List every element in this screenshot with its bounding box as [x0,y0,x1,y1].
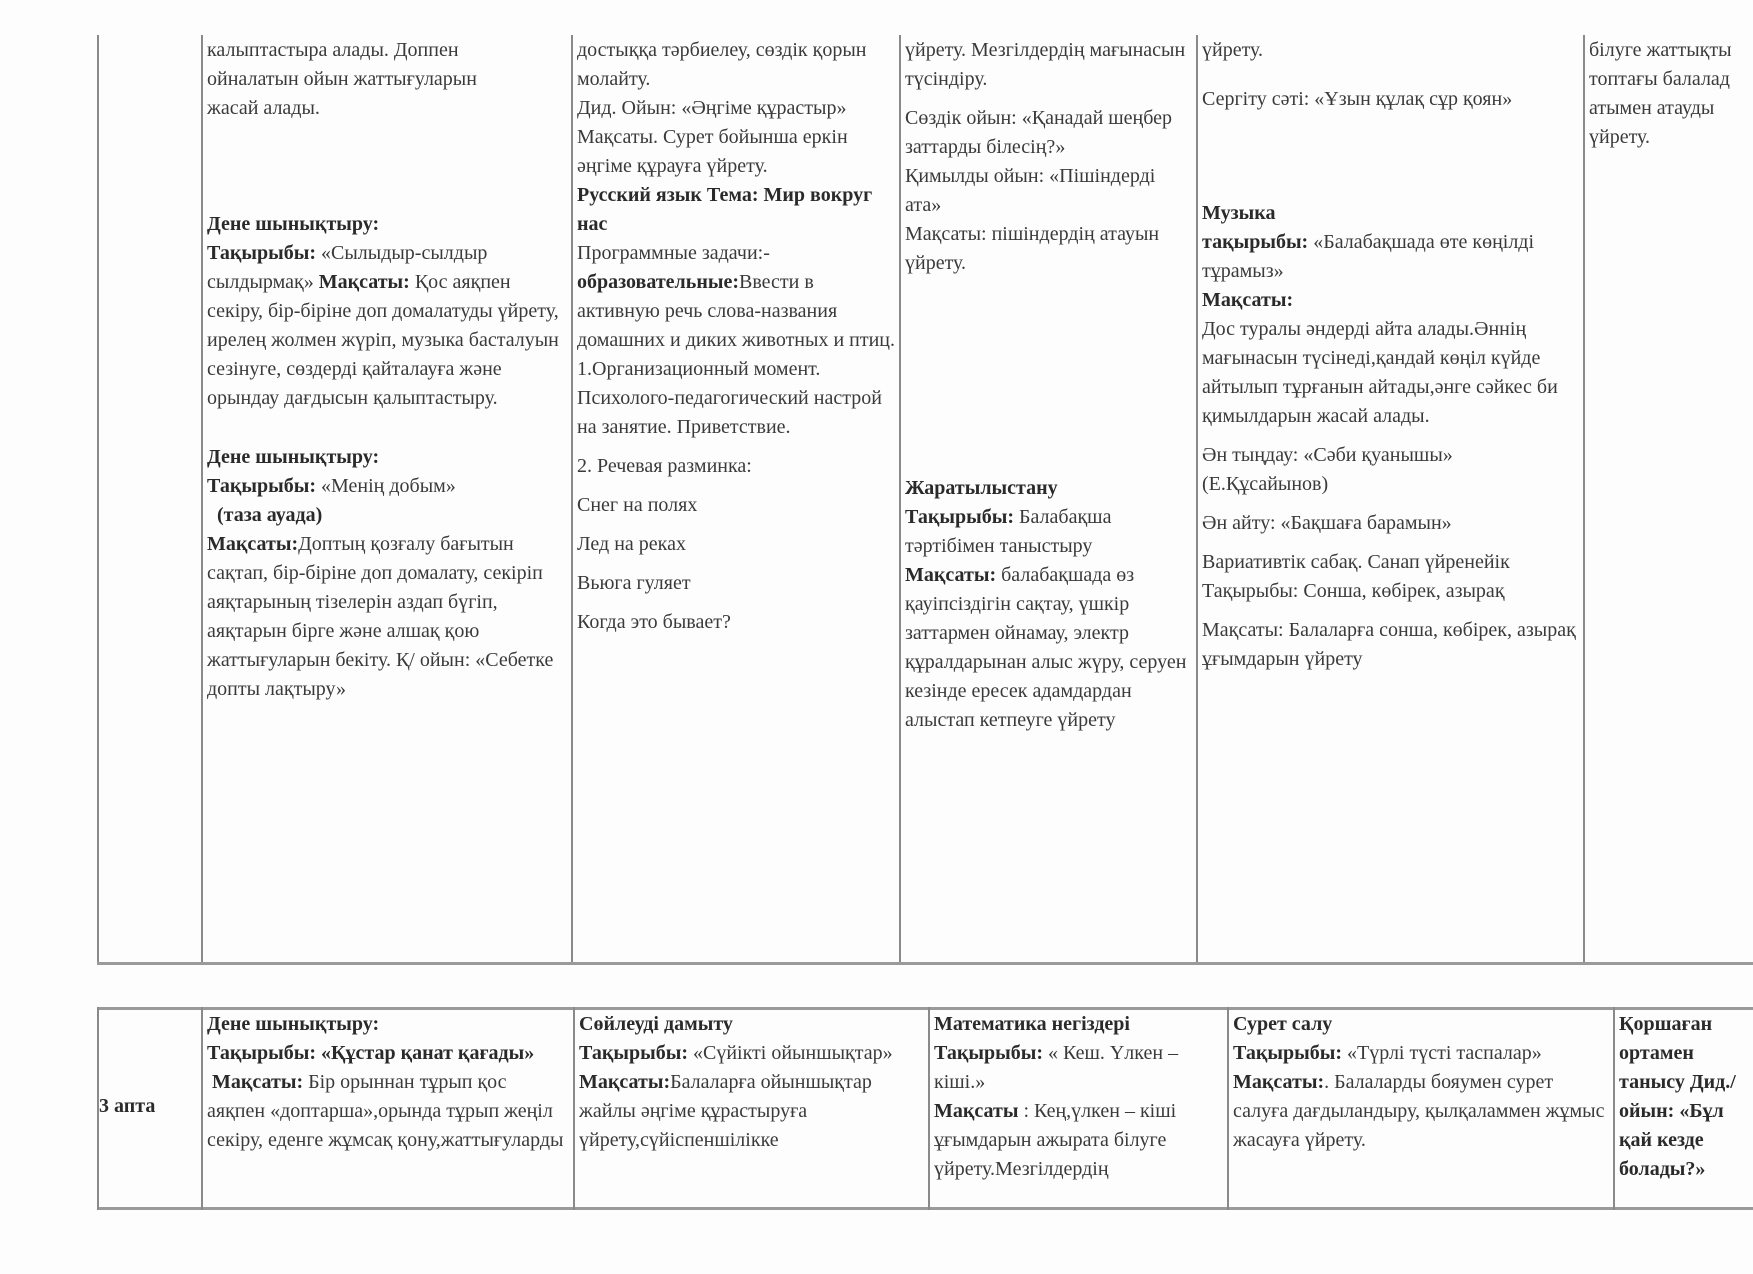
edu-label: образовательные: [577,271,740,293]
col2-did-game: Дид. Ойын: «Әңгіме құрастыр» [577,97,847,119]
col1-block2-title: Дене шынықтыру: [207,446,380,468]
topic-text: «Менің добым» [321,475,456,497]
goal-label: Мақсаты [934,1100,1019,1122]
cell-goal [1233,1068,1609,1155]
cell-title: Сөйлеуді дамыту [579,1013,733,1035]
goal-label: Мақсаты: [318,271,410,293]
topic-text: «Түрлі түсті таспалар» [1347,1042,1542,1064]
col4-intro: үйрету. [1202,39,1264,61]
goal-text: Бір орыннан тұрып қос аяқпен «доптарша»,орында тұрып жеңіл секіру, еденге жұмсақ қону,жаттығуларды [207,1071,564,1151]
col3-goal: Мақсаты: пішіндердің атауын үйрету. [905,223,1160,274]
goal-text: Доптың қозғалу бағытын сақтап, бір-біріне доп домалату, секіріп аяқтарының тізелерін аздап бүгіп, аяқтарын бірге және алшақ қою жаттығуларын бекіту. Қ/ ойын: «Себетке допты лақтыру» [207,533,554,700]
col3-word-game: Сөздік ойын: «Қанадай шеңбер заттарды білесің?» [905,107,1173,158]
topic-label: Тақырыбы: [207,1042,316,1064]
col4-sing: Ән айту: «Бақшаға барамын» [1202,512,1452,534]
goal-text: Қос аяқпен секіру, бір-біріне доп домалатуды үйрету, ирелең жолмен жүріп, музыка басталуын сезінуге, сөздерді қайталауға және орындау дағдысын қалыптастыру. [207,271,559,409]
col4-music-topic [1202,228,1579,286]
col4-refresh: Сергіту сәті: «Ұзын құлақ сұр қоян» [1202,88,1513,110]
top-cell-col5 [1585,36,1753,956]
col4-goal: Дос туралы әндерді айта алады.Әннің мағынасын түсінеді,қандай көңіл күйде айтылып тұрғанын айтады,әнге сәйкес би қимылдарын жасай алады. [1202,318,1558,427]
cell-goal [579,1068,924,1155]
col2-line: Когда это бывает? [577,611,731,633]
bottom-cell-2 [575,1010,928,1206]
goal-label: Мақсаты: [905,564,997,586]
col3-topic [905,503,1192,561]
table-border [97,1207,1753,1210]
cell-topic [207,1039,569,1068]
col2-line: Вьюга гуляет [577,572,691,594]
goal-label: Мақсаты: [207,533,299,555]
col4-listen: Ән тыңдау: «Сәби қуанышы» (Е.Құсайынов) [1202,444,1453,495]
top-cell-col3 [901,36,1196,956]
cell-title: Қоршаған ортамен танысу Дид./ойын: «Бұл қай кезде болады?» [1619,1013,1736,1180]
bottom-cell-4 [1229,1010,1613,1206]
topic-label: Тақырыбы: [934,1042,1043,1064]
top-cell-col2 [573,36,899,956]
col2-intro: достыққа тәрбиелеу, сөздік қорын молайту. [577,39,867,90]
goal-label: Мақсаты: [1233,1071,1325,1093]
topic-label: Тақырыбы: [1233,1042,1342,1064]
col4-goal-label: Мақсаты: [1202,289,1294,311]
col3-goal2 [905,561,1192,735]
goal-text: : Кең,үлкен – кіші ұғымдарын ажырата білуге үйрету.Мезгілдердің [934,1100,1177,1180]
cell-topic [934,1039,1223,1097]
goal-text: балабақшада өз қауіпсіздігін сақтау, үшкір заттармен ойнамау, электр құралдарынан алыс жүру, серуен кезінде ересек адамдардан алыстап кетпеуге үйрету [905,564,1187,731]
col2-line: Снег на полях [577,494,698,516]
cell-topic [1233,1039,1609,1068]
cell-title: Сурет салу [1233,1013,1333,1035]
col3-active-game: Қимылды ойын: «Пішіндерді ата» [905,165,1156,216]
topic-text: Балабақша тәртібімен таныстыру [905,506,1112,557]
col4-variative: Вариативтік сабақ. Санап үйренейік Тақырыбы: Сонша, көбірек, азырақ [1202,551,1510,602]
topic-label: тақырыбы: [1202,231,1309,253]
goal-label: Мақсаты: [579,1071,671,1093]
topic-text: «Балабақшада өте көңілді тұрамыз» [1202,231,1535,282]
bottom-cell-1 [203,1010,573,1206]
col1-block2-note: (таза ауада) [217,504,323,526]
col3-science-title: Жаратылыстану [905,477,1058,499]
col2-goal: Мақсаты. Сурет бойынша еркін әңгіме құрауға үйрету. [577,126,848,177]
week-label: 3 апта [99,1095,156,1117]
col2-tasks: Программные задачи:- [577,242,770,264]
goal-text: Балаларға ойыншықтар жайлы әңгіме құрастыруға үйрету,сүйіспеншілікке [579,1071,872,1151]
table-border [97,35,99,965]
col2-org-moment: 1.Организационный момент. Психолого-педагогический настрой на занятие. Приветствие. [577,358,882,438]
col1-block1-body [207,239,567,413]
cell-topic [579,1039,924,1068]
topic-text: « Кеш. Үлкен –кіші.» [934,1042,1179,1093]
topic-text: «Сүйікті ойыншықтар» [693,1042,893,1064]
col1-block2-goal [207,530,567,704]
goal-text: . Балаларды бояумен сурет салуға дағдыландыру, қылқаламмен жұмыс жасауға үйрету. [1233,1071,1605,1151]
top-cell-col1 [203,36,571,956]
col1-block1-title: Дене шынықтыру: [207,213,380,235]
col5-line: топтағы балалад [1589,68,1730,90]
col1-intro-line: ойналатын ойын жаттығуларын [207,68,477,90]
col2-russian-title: Русский язык Тема: Мир вокруг нас [577,184,873,235]
cell-goal [207,1068,569,1155]
cell-title: Дене шынықтыру: [207,1013,380,1035]
col5-line: атымен атауды [1589,97,1715,119]
topic-label: Тақырыбы: [207,475,316,497]
topic-label: Тақырыбы: [207,242,316,264]
col2-warmup: 2. Речевая разминка: [577,455,752,477]
col1-intro-line: жасай алады. [207,97,320,119]
col4-variative-goal: Мақсаты: Балаларға сонша, көбірек, азырақ ұғымдарын үйрету [1202,619,1576,670]
bottom-cell-3 [930,1010,1227,1206]
col5-line: білуге жаттықты [1589,39,1732,61]
topic-label: Тақырыбы: [579,1042,688,1064]
topic-text: «Сылыдыр-сылдыр сылдырмақ» [207,242,488,293]
topic-label: Тақырыбы: [905,506,1014,528]
col2-line: Лед на реках [577,533,686,555]
edu-text: Ввести в активную речь слова-названия домашних и диких животных и птиц. [577,271,895,351]
top-cell-col4 [1198,36,1583,956]
goal-label: Мақсаты: [212,1071,304,1093]
bottom-cell-5 [1615,1010,1753,1206]
col5-line: үйрету. [1589,126,1651,148]
col1-intro-line: калыптастыра алады. Доппен [207,39,459,61]
table-border [97,962,1753,965]
col2-edu [577,268,895,355]
col3-intro: үйрету. Мезгілдердің мағынасын түсіндіру. [905,39,1186,90]
col1-block2-topic [207,472,567,501]
cell-goal [934,1097,1223,1184]
topic-text: «Құстар қанат қағады» [321,1042,535,1064]
cell-title: Математика негіздері [934,1013,1130,1035]
col4-music-title: Музыка [1202,202,1276,224]
